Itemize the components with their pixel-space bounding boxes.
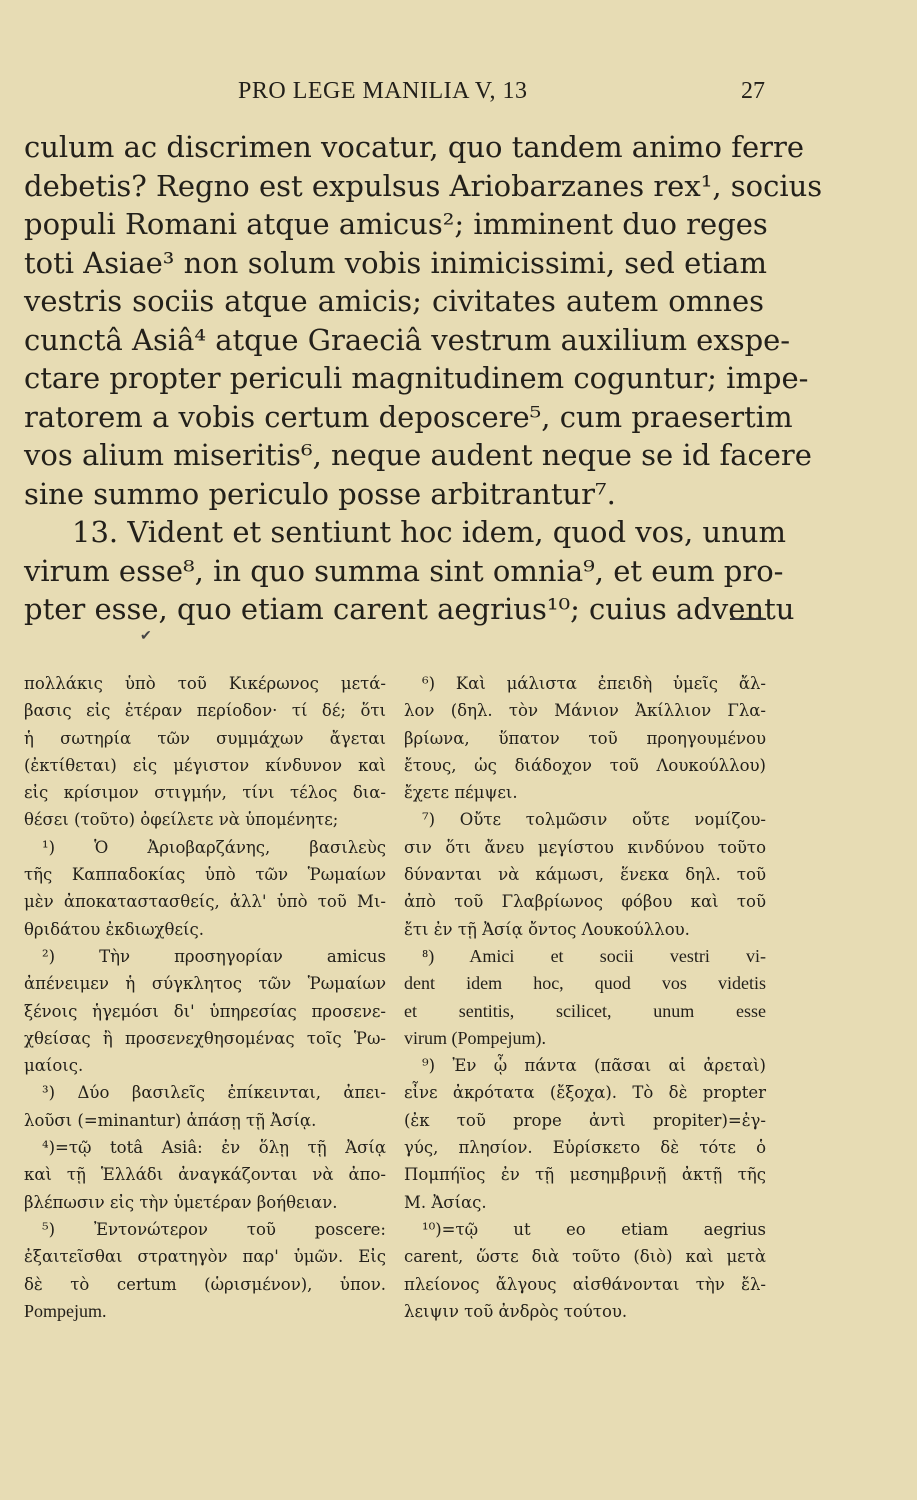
footnote-3: ³) Δύο βασιλεῖς ἐπίκεινται, ἀπει-: [42, 1083, 386, 1103]
footnote-line: δὲ τὸ certum (ὡρισμένον), ὑπον.: [24, 1274, 386, 1294]
text-line: pter esse, quo etiam carent aegrius¹⁰; cuius adventu: [24, 592, 795, 626]
footnote-line: ἔχετε πέμψει.: [404, 783, 518, 803]
footnote-line: δύνανται νὰ κάμωσι, ἕνεκα δηλ. τοῦ: [404, 865, 766, 885]
text-line: cunctâ Asiâ⁴ atque Graeciâ vestrum auxilium exspe-: [24, 322, 791, 357]
footnote-line: μαίοις.: [24, 1056, 84, 1076]
text-line: vestris sociis atque amicis; civitates autem omnes: [24, 284, 764, 318]
text-line: vos alium miseritis⁶, neque audent neque se id facere: [24, 438, 812, 472]
footnote-1: ¹) Ὁ Ἀριοβαρζάνης, βασιλεὺς: [42, 837, 386, 857]
footnote-line: βλέπωσιν εἰς τὴν ὑμετέραν βοήθειαν.: [24, 1192, 338, 1212]
footnote-line: χθείσας ἢ προσενεχθησομένας τοῖς Ῥω-: [24, 1028, 386, 1048]
text-line: culum ac discrimen vocatur, quo tandem animo ferre: [24, 130, 804, 164]
footnote-line: ἀπὸ τοῦ Γλαβρίωνος φόβου καὶ τοῦ: [404, 892, 766, 912]
footnote-line: καὶ τῇ Ἑλλάδι ἀναγκάζονται νὰ ἀπο-: [24, 1165, 386, 1185]
footnotes-right-column: [404, 670, 766, 1325]
check-mark-icon: ✔: [140, 628, 152, 644]
footnote-line: dent idem hoc, quod vos videtis: [404, 973, 766, 994]
footnote-line: (ἐκτίθεται) εἰς μέγιστον κίνδυνον καὶ: [24, 755, 386, 775]
footnote-line: carent, ὥστε διὰ τοῦτο (διὸ) καὶ μετὰ: [404, 1247, 766, 1267]
section-13-start: 13. Vident et sentiunt hoc idem, quod vos, unum: [72, 515, 786, 549]
footnote-line: ἔτι ἐν τῇ Ἀσίᾳ ὄντος Λουκούλλου.: [404, 919, 690, 939]
footnote-line: ἀπένειμεν ἡ σύγκλητος τῶν Ῥωμαίων: [24, 974, 386, 994]
text-line: toti Asiae³ non solum vobis inimicissimi, sed etiam: [24, 245, 767, 280]
footnote-line: θέσει (τοῦτο) ὀφείλετε νὰ ὑπομένητε;: [24, 810, 339, 830]
footnote-line: et sentitis, scilicet, unum esse: [404, 1000, 766, 1021]
footnote-5: ⁵) Ἐντονώτερον τοῦ poscere:: [42, 1219, 386, 1239]
footnote-line: βασις εἰς ἑτέραν περίοδον· τί δέ; ὅτι: [24, 701, 386, 721]
footnotes-left-column: [24, 670, 386, 1325]
footnote-4: ⁴)=τῷ totâ Asiâ: ἐν ὅλῃ τῇ Ἀσίᾳ: [42, 1138, 386, 1158]
text-line: sine summo periculo posse arbitrantur⁷.: [24, 476, 616, 511]
footnote-line: λοῦσι (=minantur) ἁπάσῃ τῇ Ἀσίᾳ.: [24, 1110, 317, 1130]
footnote-line: εἶνε ἀκρότατα (ἔξοχα). Τὸ δὲ propter: [404, 1083, 766, 1103]
page-header: [0, 78, 917, 114]
footnote-line: ἡ σωτηρία τῶν συμμάχων ἄγεται: [24, 728, 386, 748]
text-line: ratorem a vobis certum deposcere⁵, cum praesertim: [24, 399, 793, 434]
footnote-7: ⁷) Οὔτε τολμῶσιν οὔτε νομίζου-: [422, 810, 766, 830]
text-line: ctare propter periculi magnitudinem coguntur; impe-: [24, 361, 809, 395]
footnote-line: Μ. Ἀσίας.: [404, 1192, 487, 1212]
footnote-line: ἔτους, ὡς διάδοχον τοῦ Λουκούλλου): [404, 755, 766, 775]
footnote-line: τῆς Καππαδοκίας ὑπὸ τῶν Ῥωμαίων: [24, 865, 386, 885]
footnote-8: ⁸) Amici et socii vestri vi-: [422, 945, 766, 966]
footnote-line: λειψιν τοῦ ἀνδρὸς τούτου.: [404, 1301, 628, 1321]
main-text: [24, 128, 823, 629]
footnote-6: ⁶) Καὶ μάλιστα ἐπειδὴ ὑμεῖς ἄλ-: [422, 674, 766, 693]
divider-rule: [730, 618, 766, 620]
running-title: PRO LEGE MANILIA V, 13: [238, 78, 528, 104]
footnote-line: Πομπήϊος ἐν τῇ μεσημβρινῇ ἀκτῇ τῆς: [404, 1165, 766, 1185]
footnote-10: ¹⁰)=τῷ ut eo etiam aegrius: [422, 1219, 766, 1239]
footnote-line: λον (δηλ. τὸν Μάνιον Ἀκίλλιον Γλα-: [404, 701, 766, 721]
footnote-line: βρίωνα, ὕπατον τοῦ προηγουμένου: [404, 728, 766, 748]
footnote-line: ξένοις ἡγεμόσι δι' ὑπηρεσίας προσενε-: [24, 1001, 386, 1021]
footnote-2: ²) Τὴν προσηγορίαν amicus: [42, 946, 386, 966]
footnote-line: ἐξαιτεῖσθαι στρατηγὸν παρ' ὑμῶν. Εἰς: [24, 1247, 386, 1267]
footnote-line: θριδάτου ἐκδιωχθείς.: [24, 919, 204, 939]
text-line: virum esse⁸, in quo summa sint omnia⁹, et eum pro-: [24, 553, 784, 588]
footnote-line: πλείονος ἄλγους αἰσθάνονται τὴν ἔλ-: [404, 1274, 766, 1294]
text-line: debetis? Regno est expulsus Ariobarzanes rex¹, socius: [24, 168, 823, 203]
footnote-9: ⁹) Ἐν ᾧ πάντα (πᾶσαι αἱ ἀρεταὶ): [422, 1056, 766, 1076]
page-number: 27: [741, 78, 765, 104]
footnote-line: πολλάκις ὑπὸ τοῦ Κικέρωνος μετά-: [24, 674, 386, 693]
footnote-line: μὲν ἀποκαταστασθείς, ἀλλ' ὑπὸ τοῦ Μι-: [24, 892, 386, 912]
footnote-line: σιν ὅτι ἄνευ μεγίστου κινδύνου τοῦτο: [404, 837, 766, 857]
footnote-line: εἰς κρίσιμον στιγμήν, τίνι τέλος δια-: [24, 783, 386, 803]
text-line: populi Romani atque amicus²; imminent duo reges: [24, 207, 768, 241]
footnote-line: γύς, πλησίον. Εὑρίσκετο δὲ τότε ὁ: [404, 1138, 766, 1158]
footnote-line: virum (Pompejum).: [404, 1027, 546, 1048]
footnote-line: Pompejum.: [24, 1300, 107, 1321]
footnote-line: (ἐκ τοῦ prope ἀντὶ propiter)=ἐγ-: [404, 1110, 766, 1130]
